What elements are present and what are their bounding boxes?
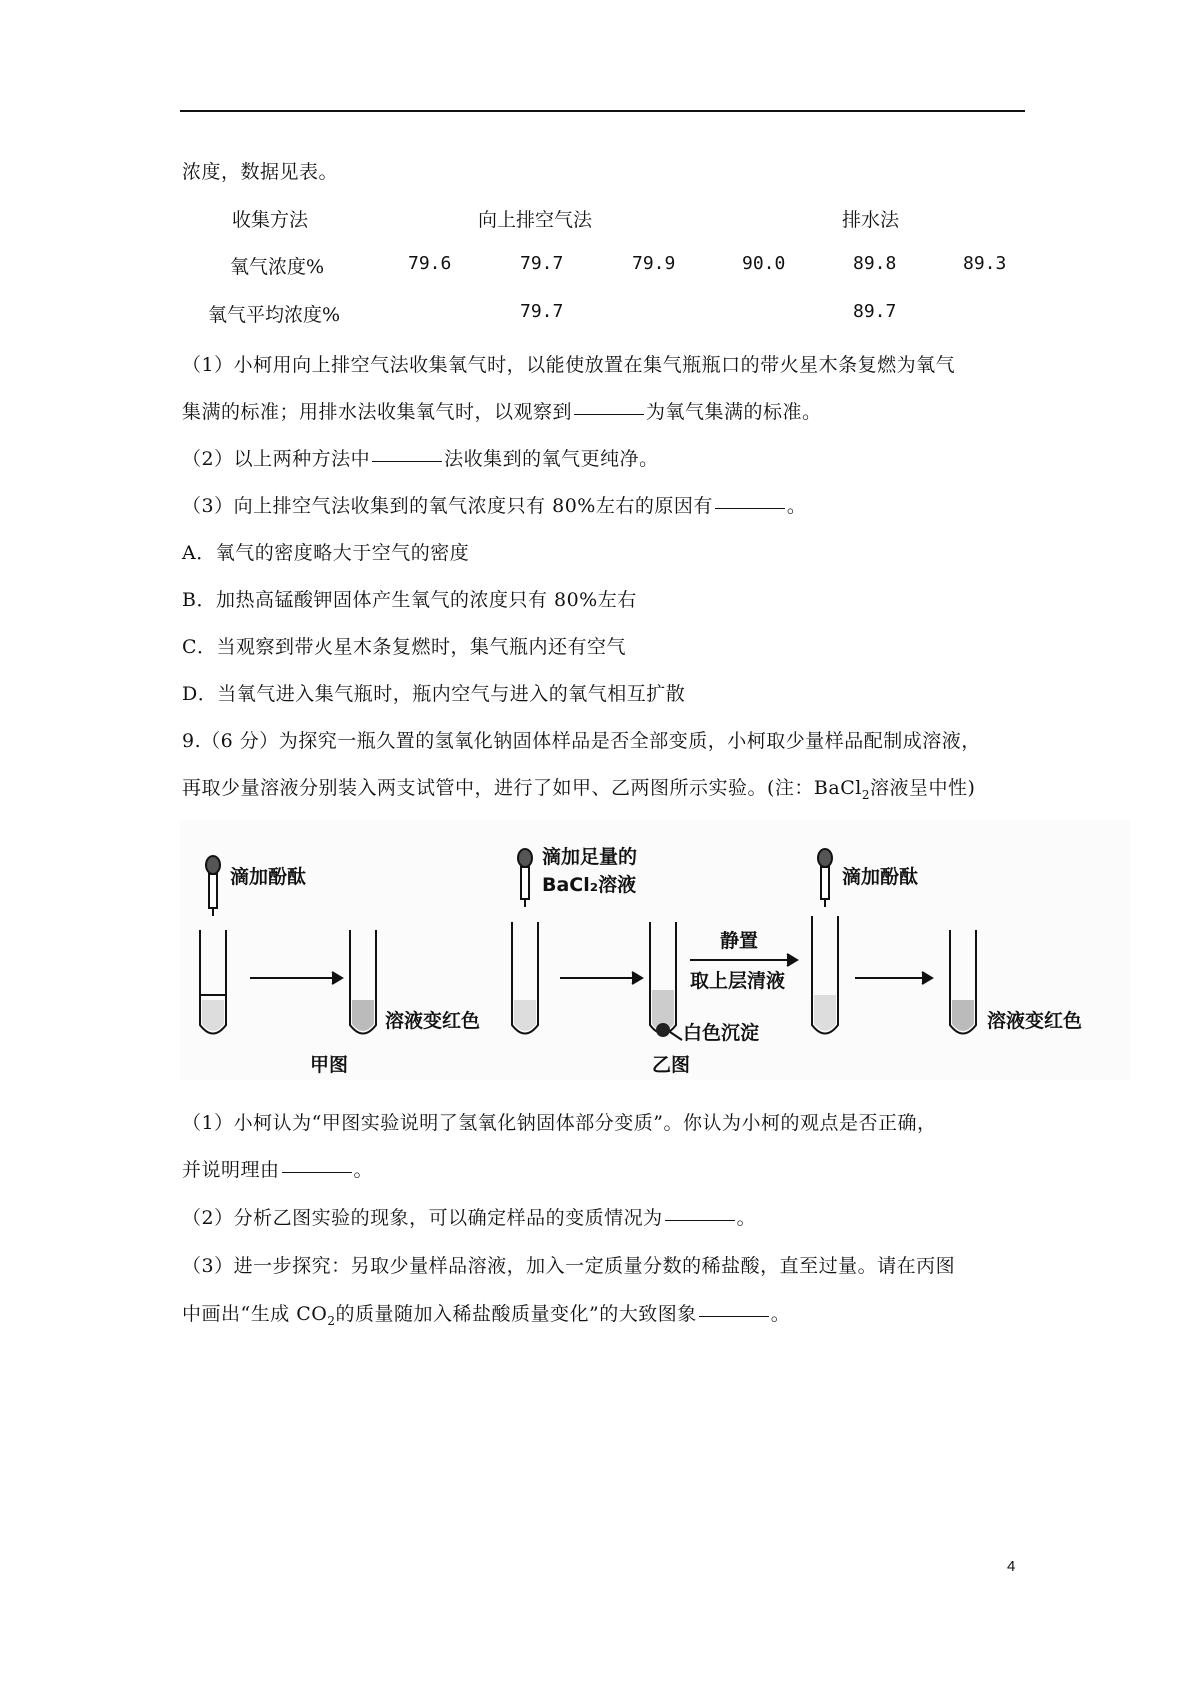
subscript: 2 [861,787,870,802]
table-row1-value: 79.9 [632,253,676,274]
label-turns-red: 溶液变红色 [385,1010,481,1032]
table-row1-value: 79.6 [408,253,452,274]
table-row2-label: 氧气平均浓度% [208,304,341,326]
q8-part3-text-end: 。 [786,495,807,517]
q8-part1-text-end: 为氧气集满的标准。 [646,401,822,423]
q9-part3-line1: （3）进一步探究：另取少量样品溶液，加入一定质量分数的稀盐酸，直至过量。请在丙图 [182,1255,956,1277]
answer-blank[interactable] [574,414,644,415]
option-b: B．加热高锰酸钾固体产生氧气的浓度只有 80%左右 [182,589,637,611]
q8-part1-text: 集满的标准；用排水法收集氧气时，以观察到 [182,401,573,423]
table-row2-avg1: 79.7 [520,301,564,322]
q9-part2 [182,1203,756,1230]
q9-part1-text-end: 。 [353,1159,374,1181]
answer-blank[interactable] [372,461,442,462]
q9-part1-line2 [182,1155,373,1182]
q9-part2-text-end: 。 [736,1207,757,1229]
table-row1-value: 89.3 [963,253,1007,274]
q8-part2-text-end: 法收集到的氧气更纯净。 [444,448,659,470]
q8-part3 [182,491,806,518]
caption-yi: 乙图 [652,1054,691,1076]
arrow-icon [560,972,642,984]
q9-line1: 9.（6 分）为探究一瓶久置的氢氧化钠固体样品是否全部变质，小柯取少量样品配制成溶液， [182,730,981,752]
table-row1-value: 90.0 [742,253,786,274]
test-tube-icon [512,922,538,1034]
table-header-method1: 向上排空气法 [478,209,593,231]
label-turns-red: 溶液变红色 [987,1010,1083,1032]
label-add-phenolphthalein: 滴加酚酞 [230,866,307,888]
test-tube-icon [350,930,376,1034]
q9-part2-text: （2）分析乙图实验的现象，可以确定样品的变质情况为 [182,1207,663,1229]
q8-part3-text: （3）向上排空气法收集到的氧气浓度只有 80%左右的原因有 [182,495,713,517]
q9-part3-text-mid: 的质量随加入稀盐酸质量变化”的大致图象 [335,1303,697,1325]
experiment-figure [180,820,1130,1080]
q9-part1-text: 并说明理由 [182,1159,280,1181]
q9-line2 [182,773,975,802]
q9-line2-text: 再取少量溶液分别装入两支试管中，进行了如甲、乙两图所示实验。(注：BaCl [182,777,862,799]
option-d: D．当氧气进入集气瓶时，瓶内空气与进入的氧气相互扩散 [182,683,686,705]
option-c: C．当观察到带火星木条复燃时，集气瓶内还有空气 [182,636,627,658]
test-tube-icon [650,922,682,1040]
table-row2-avg2: 89.7 [853,301,897,322]
dropper-icon [206,856,220,916]
label-let-stand: 静置 [720,930,759,952]
q8-part2 [182,444,659,471]
dropper-icon [518,849,532,907]
answer-blank[interactable] [665,1220,735,1221]
arrow-icon [690,954,797,966]
label-add-phenolphthalein: 滴加酚酞 [842,866,919,888]
q9-part3-line2 [182,1299,790,1328]
test-tube-icon [812,916,838,1034]
answer-blank[interactable] [699,1316,769,1317]
answer-blank[interactable] [715,508,785,509]
table-header-method2: 排水法 [842,209,900,231]
arrow-icon [855,972,932,984]
q8-part2-text: （2）以上两种方法中 [182,448,371,470]
label-bacl2-solution: BaCl₂溶液 [542,874,637,896]
header-rule [180,110,1025,112]
option-a: A．氧气的密度略大于空气的密度 [182,542,470,564]
test-tube-icon [950,930,976,1034]
caption-jia: 甲图 [310,1054,349,1076]
test-tube-icon [200,930,226,1034]
q9-part3-text-end: 。 [770,1303,791,1325]
label-take-supernatant: 取上层清液 [690,970,786,992]
q9-part1-line1: （1）小柯认为“甲图实验说明了氢氧化钠固体部分变质”。你认为小柯的观点是否正确， [182,1112,937,1134]
page-number: 4 [1007,1558,1016,1575]
arrow-icon [250,972,342,984]
intro-text: 浓度，数据见表。 [182,161,339,183]
subscript: 2 [327,1313,336,1328]
table-row1-label: 氧气浓度% [230,256,325,278]
table-row1-value: 79.7 [520,253,564,274]
experiment-diagram [180,820,1130,1080]
dropper-icon [818,849,832,907]
q8-part1-line1: （1）小柯用向上排空气法收集氧气时，以能使放置在集气瓶瓶口的带火星木条复燃为氧气 [182,354,956,376]
q8-part1-line2 [182,397,822,424]
table-header-label: 收集方法 [232,209,309,231]
answer-blank[interactable] [282,1172,352,1173]
q9-line2-text-end: 溶液呈中性) [869,777,976,799]
q9-part3-text: 中画出“生成 CO [182,1303,328,1325]
label-add-bacl2: 滴加足量的 [542,846,638,868]
table-row1-value: 89.8 [853,253,897,274]
label-white-precipitate: 白色沉淀 [683,1022,760,1044]
